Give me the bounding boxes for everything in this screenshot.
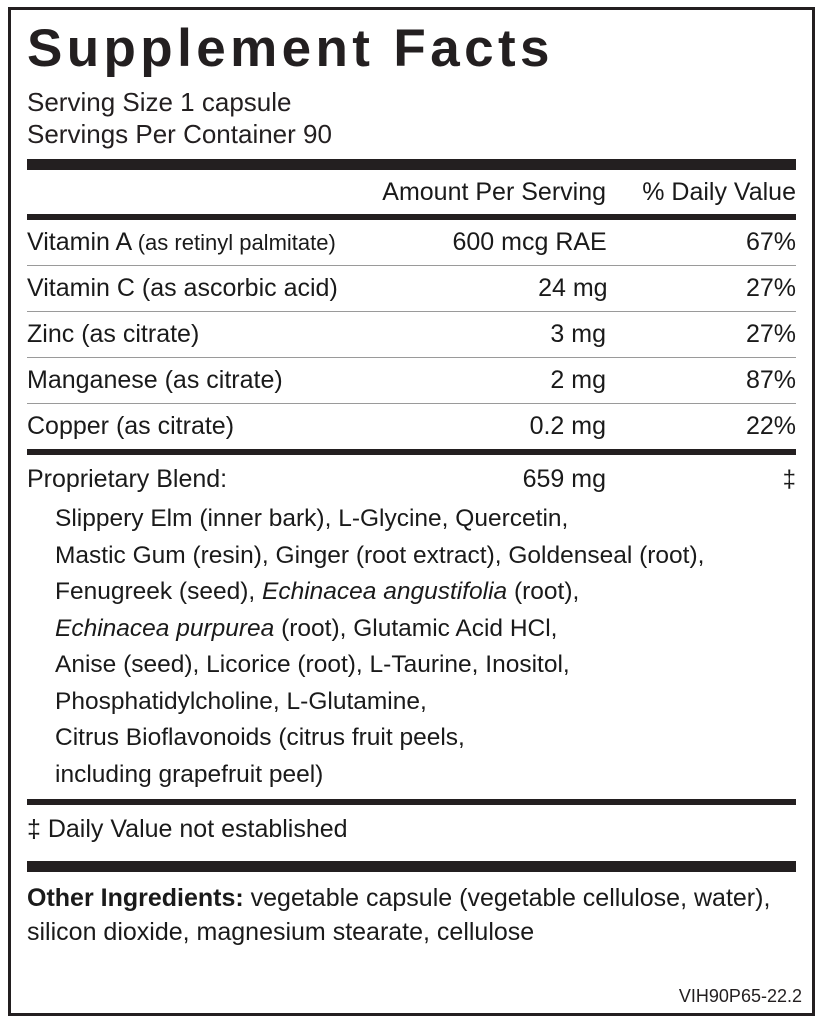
nutrient-daily-value: 27% [745,320,796,348]
blend-amount: 659 mg [522,465,606,493]
serving-info [27,86,796,150]
list-item: Fenugreek (seed), Echinacea angustifolia (root), [55,578,580,605]
blend-row [27,455,796,497]
footnote-daily-value: ‡ Daily Value not established [27,815,348,843]
list-item: Slippery Elm (inner bark), L-Glycine, Quercetin, [55,505,569,532]
table-row [27,358,796,403]
other-ingredients [27,872,796,949]
nutrient-name: Vitamin A [27,228,131,256]
blend-ingredient-list [27,497,796,799]
list-item: Anise (seed), Licorice (root), L-Taurine, Inositol, [55,651,570,678]
blend-name: Proprietary Blend: [27,465,228,493]
list-item: Citrus Bioflavonoids (citrus fruit peels, [55,724,465,751]
nutrient-daily-value: 87% [745,366,796,394]
divider-thick-bottom [27,861,796,872]
nutrient-source: (as citrate) [81,320,200,348]
other-ingredients-text: vegetable capsule (vegetable cellulose, water), silicon dioxide, magnesium stearate, cellulose [27,884,771,946]
label-content [27,16,796,949]
other-ingredients-heading: Other Ingredients: [27,884,244,912]
nutrient-source: (as retinyl palmitate) [137,230,336,255]
column-header-amount: Amount Per Serving [382,178,606,206]
page-title: Supplement Facts [27,19,554,78]
nutrient-daily-value: 27% [745,274,796,302]
serving-size: Serving Size 1 capsule [27,87,292,117]
list-item: including grapefruit peel) [55,760,324,788]
table-row [27,266,796,311]
nutrient-amount: 0.2 mg [529,412,606,440]
column-headers [27,170,796,214]
nutrient-amount: 2 mg [550,366,606,394]
nutrient-name: Zinc [27,320,75,348]
nutrient-source: (as ascorbic acid) [141,274,338,302]
blend-daily-value: ‡ [782,466,796,493]
nutrient-source: (as citrate) [115,412,235,440]
nutrient-amount: 600 mcg RAE [452,228,607,256]
table-row [27,404,796,449]
nutrient-name: Manganese [27,366,158,394]
nutrient-daily-value: 67% [745,228,796,256]
list-item: Phosphatidylcholine, L-Glutamine, [55,687,427,715]
nutrient-amount: 3 mg [550,320,606,348]
product-code: VIH90P65-22.2 [678,986,802,1006]
nutrient-amount: 24 mg [538,274,608,302]
list-item: Mastic Gum (resin), Ginger (root extract), Goldenseal (root), [55,541,705,569]
nutrient-daily-value: 22% [745,412,796,440]
nutrient-name: Copper [27,412,109,440]
table-row [27,220,796,265]
nutrient-name: Vitamin C [27,274,135,302]
divider-thick-top [27,159,796,170]
list-item: Echinacea purpurea (root), Glutamic Acid HCl, [55,614,558,642]
column-header-daily-value: % Daily Value [642,178,796,206]
nutrient-source: (as citrate) [164,366,283,394]
servings-per-container: Servings Per Container 90 [27,119,332,149]
table-row [27,312,796,357]
supplement-facts-panel [8,7,815,1016]
